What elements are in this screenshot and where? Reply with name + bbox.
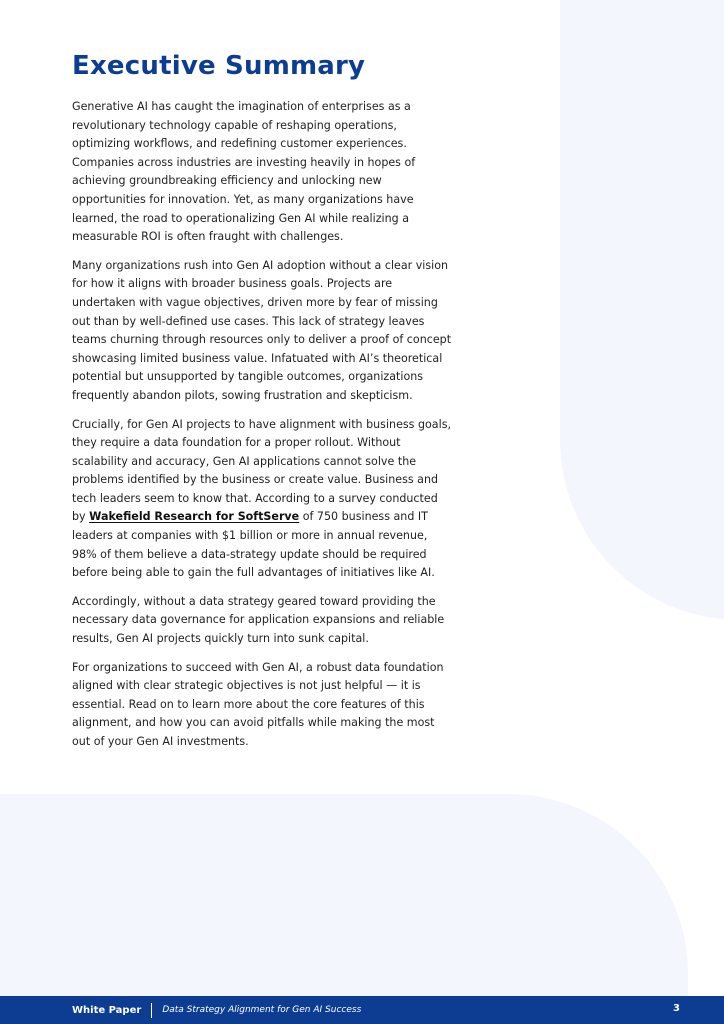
footer-document-title: Data Strategy Alignment for Gen AI Success — [162, 1005, 362, 1015]
wakefield-research-link[interactable]: Wakefield Research for SoftServe — [89, 510, 300, 524]
paragraph-intro: Generative AI has caught the imagination of enterprises as a revolutionary technology capable of reshaping operations, optimizing workflows, and redefining customer experiences. Companies across industries are investing heavily in hopes of achieving groundbreaking efficiency and unlocking new opportunities for innovation. Yet, as many organizations have learned, the road to operationalizing Gen AI while realizing a measurable ROI is often fraught with challenges. — [72, 100, 416, 244]
footer-document-type: White Paper — [72, 1004, 142, 1016]
page-footer — [0, 996, 724, 1024]
paragraph-challenges: Many organizations rush into Gen AI adoption without a clear vision for how it aligns with broader business goals. Projects are undertaken with vague objectives, driven more by fear of missing out than by well-defined use cases. This lack of strategy leaves teams churning through resources only to deliver a proof of concept showcasing limited business value. Infatuated with AI’s theoretical potential but unsupported by tangible outcomes, organizations frequently abandon pilots, sowing frustration and skepticism. — [72, 258, 452, 402]
paragraph-data-strategy: Accordingly, without a data strategy geared toward providing the necessary data governance for application expansions and reliable results, Gen AI projects quickly turn into sunk capital. — [72, 594, 445, 646]
page-title: Executive Summary — [72, 51, 366, 81]
decorative-background-top — [560, 0, 724, 620]
decorative-background-bottom — [0, 794, 688, 1024]
paragraph-conclusion: For organizations to succeed with Gen AI, a robust data foundation aligned with clear strategic objectives is not just helpful — it is essential. Read on to learn more about the core features of this alignment, and how you can avoid pitfalls while making the most out of your Gen AI investments. — [72, 660, 444, 748]
page-number: 3 — [673, 1003, 680, 1014]
paragraph-data-foundation-text-after-link: of 750 business and IT leaders at companies with $1 billion or more in annual revenue, 98% of them believe a data-strategy update should be required before being able to gain the full advantages of initiatives like AI. — [72, 510, 435, 580]
paragraph-data-foundation — [72, 416, 454, 583]
paragraph-data-foundation-text-before-link: Crucially, for Gen AI projects to have alignment with business goals, they require a data foundation for a proper rollout. Without scalability and accuracy, Gen AI applications cannot solve the problems identified by the business or create value. Business and tech leaders seem to know that. According to a survey conducted by — [72, 417, 451, 524]
document-content — [72, 50, 454, 762]
footer-divider — [151, 1003, 152, 1018]
